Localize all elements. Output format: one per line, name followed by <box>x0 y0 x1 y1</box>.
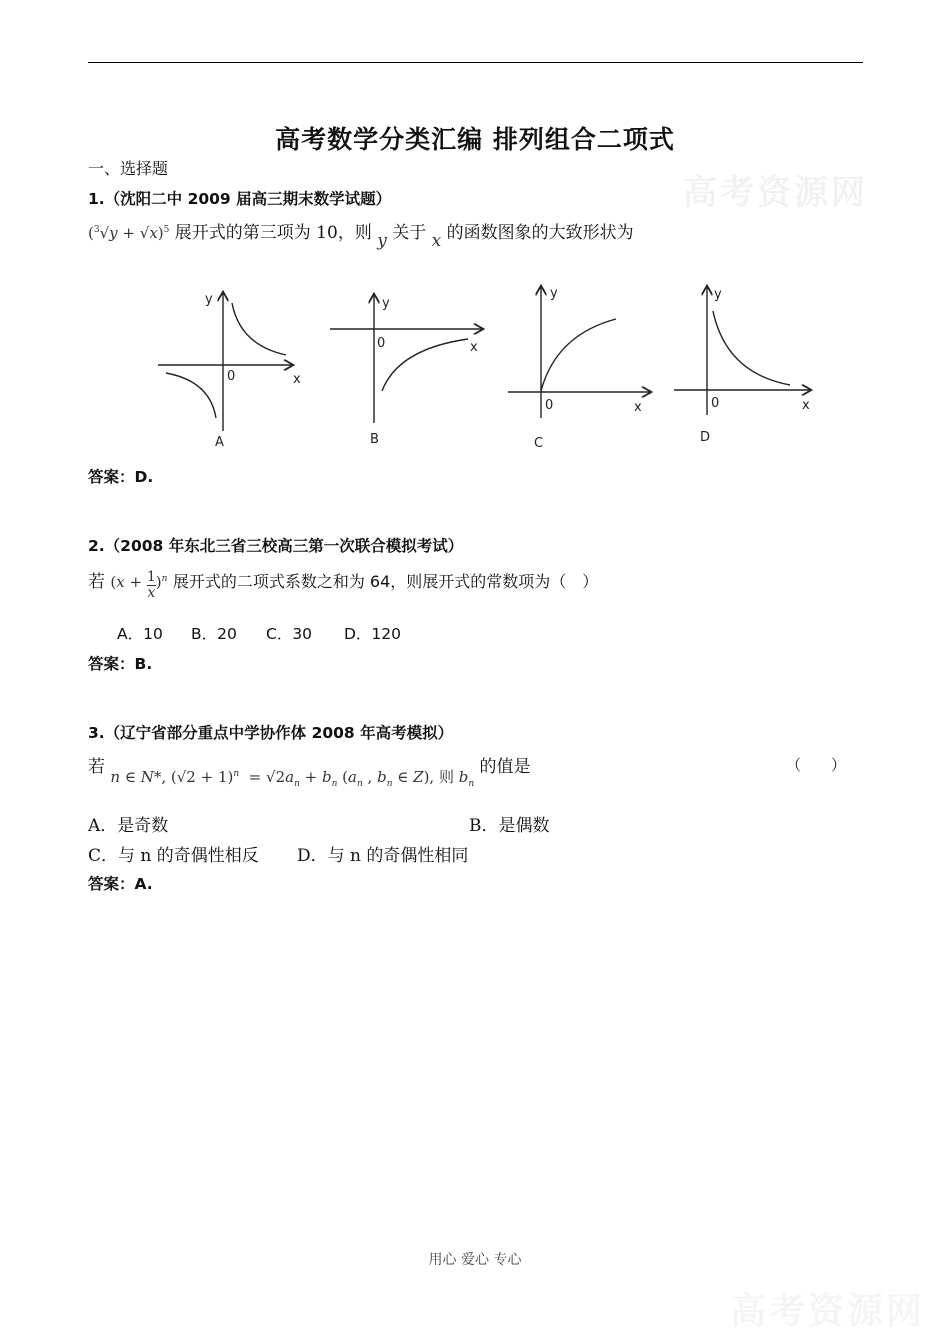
graph-a-origin: 0 <box>227 369 236 384</box>
graph-d-label: D <box>700 430 711 445</box>
q2-stem <box>88 567 598 599</box>
graph-d <box>674 287 810 445</box>
q2-header: 2.（2008 年东北三省三校高三第一次联合模拟考试） <box>88 537 464 555</box>
graph-b-x-label: x <box>470 340 478 355</box>
graph-d-y-label: y <box>714 287 722 302</box>
graph-a-x-label: x <box>293 372 301 387</box>
graph-c <box>508 286 650 451</box>
graph-b-y-label: y <box>382 296 390 311</box>
graph-d-origin: 0 <box>711 396 720 411</box>
q2-option-d: D．120 <box>344 625 402 643</box>
page-footer: 用心 爱心 专心 <box>428 1252 522 1268</box>
section-heading: 一、选择题 <box>88 159 169 178</box>
q1-answer: 答案：D. <box>88 468 154 486</box>
q3-option-d: D．与 n 的奇偶性相同 <box>297 846 469 866</box>
q2-text: 展开式的二项式系数之和为 64，则展开式的常数项为（ ） <box>172 572 599 591</box>
graph-c-label: C <box>534 436 544 451</box>
graph-c-y-label: y <box>550 286 558 301</box>
graph-b-label: B <box>370 432 379 447</box>
q3-formula: n ∈ N*, $(√2 + 1)^n = √2a_n + b_n$ ($a_n$ , $b_n$ ∈ Z), 则 $b_n$ <box>110 768 475 789</box>
q2-option-c: C．30 <box>266 625 313 643</box>
q3-option-c: C．与 n 的奇偶性相反 <box>88 846 259 866</box>
q3-prefix: 若 <box>88 757 105 777</box>
graph-b <box>330 295 482 447</box>
q3-answer-blank: （ ） <box>786 756 847 774</box>
page-title: 高考数学分类汇编 排列组合二项式 <box>275 125 675 154</box>
q1-stem <box>88 218 634 251</box>
q1-text3: 的函数图象的大致形状为 <box>446 223 634 243</box>
graph-a <box>158 292 301 450</box>
graph-a-label: A <box>215 435 224 450</box>
q1-header: 1.（沈阳二中 2009 届高三期末数学试题） <box>88 190 392 208</box>
q2-prefix: 若 <box>88 572 105 592</box>
q3-option-b: B．是偶数 <box>469 816 550 836</box>
q3-answer: 答案：A. <box>88 875 153 893</box>
q1-text2: 关于 <box>392 223 427 243</box>
q1-text1: 展开式的第三项为 10，则 <box>174 223 372 243</box>
q1-formula: $(^3√y + √x)^5$ <box>88 224 170 242</box>
watermark-top: 高考资源网 <box>683 173 868 213</box>
graph-c-x-label: x <box>634 400 642 415</box>
graph-b-origin: 0 <box>377 336 386 351</box>
header-rule <box>88 62 863 63</box>
q3-stem <box>88 752 531 789</box>
q2-answer: 答案：B. <box>88 655 153 673</box>
graph-d-x-label: x <box>802 398 810 413</box>
q1-graphs <box>150 283 830 458</box>
q2-option-a: A．10 <box>117 625 163 643</box>
graph-c-origin: 0 <box>545 398 554 413</box>
q3-text: 的值是 <box>479 757 531 777</box>
q3-option-a: A．是奇数 <box>88 816 169 836</box>
graph-a-y-label: y <box>205 292 213 307</box>
q2-formula: (x + $\frac{1}{x}$ )$^n$ <box>110 568 168 601</box>
q1-var-y: y <box>377 231 387 251</box>
q3-header: 3.（辽宁省部分重点中学协作体 2008 年高考模拟） <box>88 724 454 742</box>
q2-option-b: B．20 <box>191 625 237 643</box>
q1-var-x: x <box>431 231 442 251</box>
watermark-bottom: 高考资源网 <box>730 1290 926 1332</box>
